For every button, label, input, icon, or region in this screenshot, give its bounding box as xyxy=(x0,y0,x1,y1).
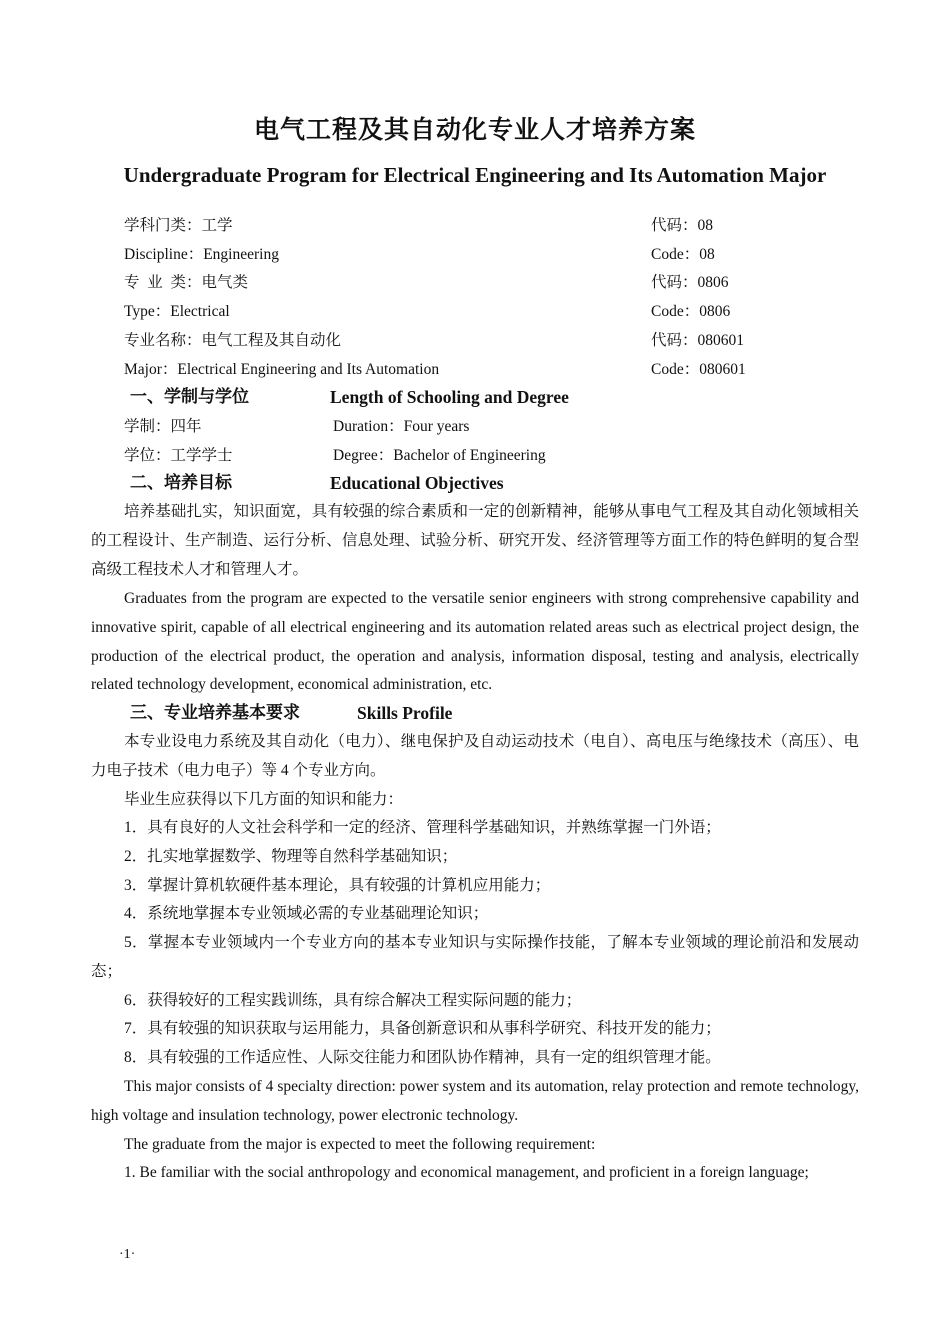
objectives-paragraph-cn: 培养基础扎实，知识面宽，具有较强的综合素质和一定的创新精神，能够从事电气工程及其自动化领域相关的工程设计、生产制造、运行分析、信息处理、试验分析、研究开发、经济管理等方面工作的特色鲜明的复合型高级工程技术人才和管理人才。 xyxy=(91,503,859,578)
skill-item: 7．具有较强的知识获取与运用能力，具备创新意识和从事科学研究、科技开发的能力； xyxy=(124,1020,721,1037)
duration-en: Duration：Four years xyxy=(333,418,470,435)
info-code: Code：0806 xyxy=(651,303,731,320)
skill-item: 2．扎实地掌握数学、物理等自然科学基础知识； xyxy=(124,848,458,865)
skill-item: 5．掌握本专业领域内一个专业方向的基本专业知识与实际操作技能，了解本专业领域的理论前沿和发展动态； xyxy=(91,934,859,980)
skill-item: 6．获得较好的工程实践训练，具有综合解决工程实际问题的能力； xyxy=(124,992,582,1009)
skills-intro: 本专业设电力系统及其自动化（电力）、继电保护及自动运动技术（电自）、高电压与绝缘技术（高压）、电力电子技术（电力电子）等 4 个专业方向。 xyxy=(91,733,859,779)
skill-item-en: 1. Be familiar with the social anthropology and economical management, and proficient in a foreign language; xyxy=(124,1164,809,1181)
info-label: 专 业 类：电气类 xyxy=(124,274,249,291)
skill-item: 3．掌握计算机软硬件基本理论，具有较强的计算机应用能力； xyxy=(124,877,551,894)
section3-heading-en: Skills Profile xyxy=(357,703,453,723)
page-number: ·1· xyxy=(119,1247,136,1262)
objectives-paragraph-en: Graduates from the program are expected to the versatile senior engineers with strong comprehensive capability and innovative spirit, capable of all electrical engineering and its automation related areas such as electrical project design, the production of the electrical product, the operation and analysis, information disposal, testing and analysis, electrically related technology development, economical administration, etc. xyxy=(91,590,859,694)
section3-heading-cn: 三、专业培养基本要求 xyxy=(130,703,300,723)
info-code: 代码：08 xyxy=(651,217,714,234)
info-label: Discipline：Engineering xyxy=(124,246,279,263)
duration-cn: 学制：四年 xyxy=(124,418,202,435)
info-code: 代码：0806 xyxy=(651,274,729,291)
section1-heading-cn: 一、学制与学位 xyxy=(130,387,249,407)
info-label: Type：Electrical xyxy=(124,303,230,320)
degree-cn: 学位：工学学士 xyxy=(124,447,233,464)
skills-lead: 毕业生应获得以下几方面的知识和能力： xyxy=(124,791,404,808)
skill-item: 4．系统地掌握本专业领域必需的专业基础理论知识； xyxy=(124,905,489,922)
skills-intro-en: This major consists of 4 specialty direction: power system and its automation, relay protection and remote technology, high voltage and insulation technology, power electronic technology. xyxy=(91,1078,859,1124)
title-chinese: 电气工程及其自动化专业人才培养方案 xyxy=(253,117,696,144)
skills-lead-en: The graduate from the major is expected to meet the following requirement: xyxy=(124,1136,596,1153)
section2-heading-cn: 二、培养目标 xyxy=(130,473,232,493)
skill-item: 1．具有良好的人文社会科学和一定的经济、管理科学基础知识，并熟练掌握一门外语； xyxy=(124,819,721,836)
section1-heading-en: Length of Schooling and Degree xyxy=(330,387,569,407)
section2-heading-en: Educational Objectives xyxy=(330,473,504,493)
info-code: Code：080601 xyxy=(651,361,746,378)
info-code: 代码：080601 xyxy=(651,332,745,349)
skill-item: 8．具有较强的工作适应性、人际交往能力和团队协作精神，具有一定的组织管理才能。 xyxy=(124,1049,721,1066)
title-english: Undergraduate Program for Electrical Engineering and Its Automation Major xyxy=(123,163,827,187)
info-code: Code：08 xyxy=(651,246,715,263)
degree-en: Degree：Bachelor of Engineering xyxy=(333,447,546,464)
info-label: Major：Electrical Engineering and Its Automation xyxy=(124,361,440,378)
info-label: 专业名称：电气工程及其自动化 xyxy=(124,332,342,349)
info-label: 学科门类：工学 xyxy=(124,217,233,234)
